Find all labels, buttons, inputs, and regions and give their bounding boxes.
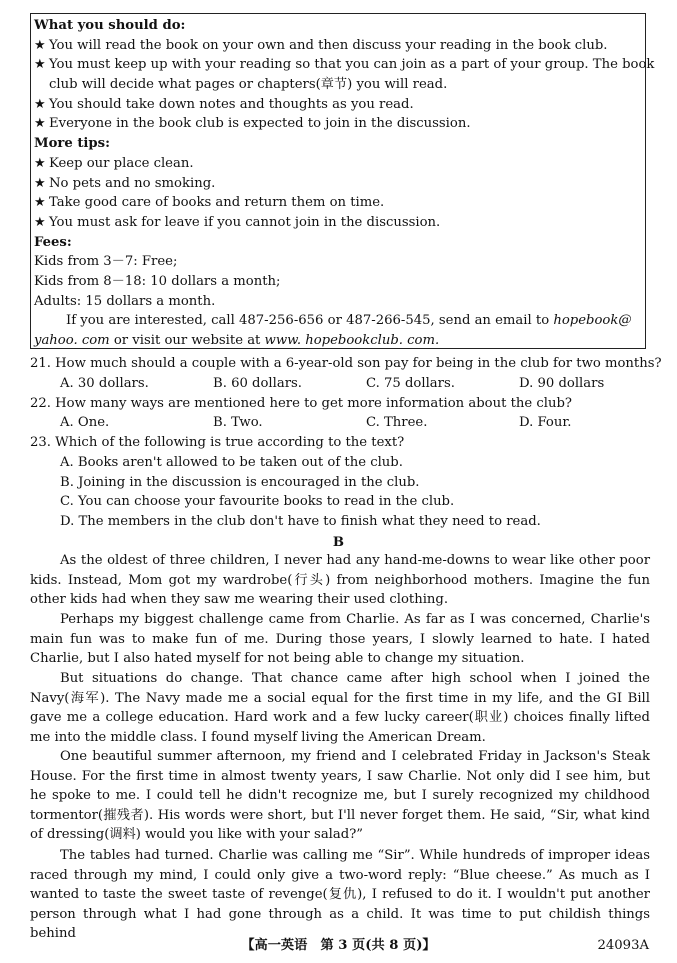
option[interactable]: D. 90 dollars (519, 376, 605, 391)
rule-item: ★ You must keep up with your reading so that you can join as a part of your group. The book (34, 55, 641, 75)
tip-item: ★ Keep our place clean. (34, 154, 641, 174)
heading-fees: Fees: (34, 234, 72, 250)
contact-line: If you are interested, call 487-256-656 or 487-266-545, send an email to hopebook@ (66, 313, 632, 329)
email-link[interactable]: yahoo. com (34, 333, 110, 348)
question-stem: 21. How much should a couple with a 6-year-old son pay for being in the club for two months? (30, 356, 662, 371)
star-icon: ★ (34, 116, 46, 132)
footer-page-info: 【高一英语 第 3 页(共 8 页)】 (241, 938, 436, 953)
tip-item: ★ You must ask for leave if you cannot join in the discussion. (34, 213, 641, 233)
option[interactable]: B. Two. (213, 415, 263, 430)
fee-item: Kids from 3－7: Free; (34, 254, 178, 270)
rule-item: ★ You should take down notes and thoughts as you read. (34, 95, 641, 115)
option[interactable]: A. Books aren't allowed to be taken out of the club. (60, 455, 403, 470)
star-icon: ★ (34, 96, 46, 112)
option[interactable]: C. Three. (366, 415, 428, 430)
passage-paragraph: The tables had turned. Charlie was calling me “Sir”. While hundreds of improper ideas raced through my mind, I could only give a two-word reply: “Blue cheese.” As much as I wanted to taste the sweet taste of revenge(复仇), I refused to do it. I wouldn't put another person through what I had gone through as a child. It was time to put childish things behind (30, 848, 650, 942)
option[interactable]: B. Joining in the discussion is encouraged in the club. (60, 475, 420, 490)
question-options (60, 374, 660, 394)
passage-paragraph: But situations do change. That chance came after high school when I joined the Navy(海军). The Navy made me a social equal for the first time in my life, and the GI Bill gave me a college education. Hard work and a few lucky career(职业) choices finally lifted me into the middle class. I found myself living the American Dream. (30, 671, 650, 745)
star-icon: ★ (34, 37, 46, 53)
option[interactable]: A. One. (60, 415, 110, 430)
passage-paragraph: One beautiful summer afternoon, my friend and I celebrated Friday in Jackson's Steak House. For the first time in almost twenty years, I saw Charlie. Not only did I see him, but he spoke to me. I could tell he didn't recognize me, but I surely recognized my childhood tormentor(摧残者). His words were short, but I'll never forget them. He said, “Sir, what kind of dressing(调料) would you like with your salad?” (30, 749, 650, 843)
contact-line: yahoo. com or visit our website at www. hopebookclub. com. (34, 333, 440, 348)
page-footer (0, 937, 677, 955)
question-stem: 22. How many ways are mentioned here to get more information about the club? (30, 396, 572, 411)
heading-more-tips: More tips: (34, 136, 110, 152)
option[interactable]: C. You can choose your favourite books to read in the club. (60, 494, 455, 509)
email-link[interactable]: hopebook@ (553, 313, 632, 329)
heading-what-to-do: What you should do: (34, 18, 186, 33)
star-icon: ★ (34, 195, 46, 211)
option[interactable]: A. 30 dollars. (60, 376, 149, 391)
fee-item: Kids from 8－18: 10 dollars a month; (34, 273, 281, 289)
passage-paragraph: As the oldest of three children, I never had any hand-me-downs to wear like other poor kids. Instead, Mom got my wardrobe(行头) from neighborhood mothers. Imagine the fun other kids had when they saw me wearing their used clothing. (30, 553, 650, 608)
passage-paragraph: Perhaps my biggest challenge came from Charlie. As far as I was concerned, Charlie's main fun was to make fun of me. During those years, I slowly learned to hate. I hated Charlie, but I also hated myself for not being able to change my situation. (30, 612, 650, 667)
tip-item: ★ No pets and no smoking. (34, 174, 641, 194)
star-icon: ★ (34, 175, 46, 191)
question-options (60, 413, 660, 433)
rule-item: ★ You will read the book on your own and then discuss your reading in the book club. (34, 36, 641, 56)
option[interactable]: D. Four. (519, 415, 572, 430)
rule-item-continuation: club will decide what pages or chapters(章节) you will read. (49, 77, 448, 93)
option[interactable]: C. 75 dollars. (366, 376, 455, 391)
star-icon: ★ (34, 57, 46, 73)
section-title: B (332, 535, 345, 550)
star-icon: ★ (34, 155, 46, 171)
option[interactable]: B. 60 dollars. (213, 376, 302, 391)
footer-code: 24093A (597, 938, 649, 953)
rule-item: ★ Everyone in the book club is expected to join in the discussion. (34, 114, 641, 134)
website-link[interactable]: www. hopebookclub. com. (264, 333, 440, 348)
star-icon: ★ (34, 214, 46, 230)
tip-item: ★ Take good care of books and return them on time. (34, 193, 641, 213)
fee-item: Adults: 15 dollars a month. (34, 293, 216, 309)
notice-box (30, 13, 655, 349)
option[interactable]: D. The members in the club don't have to finish what they need to read. (60, 514, 541, 529)
question-stem: 23. Which of the following is true according to the text? (30, 435, 405, 450)
